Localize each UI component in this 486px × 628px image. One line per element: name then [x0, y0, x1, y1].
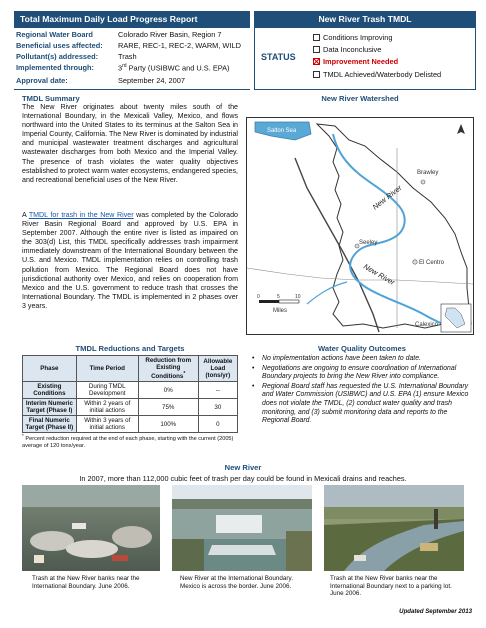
beneficial-uses-link[interactable]: Beneficial uses — [16, 41, 70, 50]
board-label: Regional Water Board — [16, 30, 93, 39]
implemented-label: Implemented through: — [16, 63, 95, 72]
brawley-marker — [421, 180, 425, 184]
photo-caption-1: Trash at the New River banks near the International Boundary. June 2006. — [32, 575, 140, 590]
para2-pre: A — [22, 211, 29, 219]
scale-bar-2 — [279, 300, 299, 303]
scale-5: 5 — [277, 294, 280, 300]
cell: -- — [198, 382, 237, 399]
col-reduction — [138, 356, 198, 382]
cell: 0 — [198, 416, 237, 433]
salton-sea-label: Salton Sea — [267, 128, 297, 134]
list-item: • No implementation actions have been taken to date. — [250, 355, 474, 364]
new-river-title: New River — [224, 463, 262, 472]
photo-trash-banks — [22, 485, 160, 571]
approval-label: Approval date: — [16, 76, 68, 85]
scale-bar-1 — [259, 300, 279, 303]
col-reduction-mark: * — [183, 371, 186, 377]
watershed-map-svg — [247, 118, 473, 334]
info-block — [14, 28, 250, 90]
calexico-label: Calexico — [415, 322, 439, 328]
new-river-subtitle: In 2007, more than 112,000 cubic feet of trash per day could be found in Mexicali drains and reaches. — [79, 474, 407, 483]
summary-paragraph-2 — [22, 211, 238, 311]
outcomes-list — [250, 355, 474, 427]
photo-trash-parking-image — [324, 485, 464, 571]
photo-trash-banks-image — [22, 485, 160, 571]
checked-box-icon — [313, 58, 320, 65]
cell: Interim Numeric Target (Phase I) — [23, 399, 77, 416]
implemented-sup: rd — [122, 63, 127, 69]
checkbox-icon — [313, 46, 320, 53]
report-title: Total Maximum Daily Load Progress Report — [14, 11, 250, 28]
el-centro-marker — [413, 260, 417, 264]
para2-post: was completed by the Colorado River Basin Regional Board and approved by U.S. EPA in September 2007. Although the entire river is listed as impaired on the 303(d) List, this TMDL specifically addresses trash impairment immediately downstream of the International Boundary between the U.S. and Mexico. TMDL implementation relies on controlling trash pollution from Mexico. The Regional Board does not have jurisdictional authority over Mexico, and relies on cooperation from Mexico and the U.S. government to reduce trash that crosses the International Boundary. The TMDL is implemented in 2 phases over 3 years. — [22, 211, 239, 310]
watershed-map — [246, 117, 474, 335]
table-row — [23, 399, 238, 416]
col-time-period: Time Period — [76, 356, 138, 382]
tmdl-title: New River Trash TMDL — [254, 11, 476, 28]
photo-trash-parking — [324, 485, 464, 571]
table-footnote — [22, 432, 238, 450]
table-row — [23, 416, 238, 433]
table-row — [23, 382, 238, 399]
footnote-mark: * — [22, 433, 24, 438]
status-label: STATUS — [261, 52, 296, 62]
checkbox-icon — [313, 34, 320, 41]
photo-caption-3: Trash at the New River banks near the International Boundary next to a parking lot. June 2006. — [330, 575, 452, 598]
brawley-label: Brawley — [417, 170, 439, 176]
scale-10: 10 — [295, 294, 301, 300]
new-river-label-1: New River — [370, 183, 404, 212]
pollutant-value: Trash — [118, 52, 137, 61]
reductions-table — [22, 355, 238, 433]
cell: Existing Conditions — [23, 382, 77, 399]
uses-value: RARE, REC-1, REC-2, WARM, WILD — [118, 41, 241, 50]
photo-river-boundary-image — [172, 485, 312, 571]
uses-label — [16, 41, 103, 50]
status-option-data-inconclusive[interactable] — [313, 45, 381, 54]
map-title: New River Watershed — [321, 94, 399, 103]
implemented-value — [118, 63, 230, 72]
miles-label: Miles — [273, 308, 288, 314]
cell: Final Numeric Target (Phase II) — [23, 416, 77, 433]
summary-title: TMDL Summary — [22, 94, 80, 103]
col-phase: Phase — [23, 356, 77, 382]
status-box — [254, 28, 476, 90]
col-reduction-label: Reduction from Existing Conditions — [145, 357, 192, 381]
status-option-improvement-needed[interactable] — [313, 57, 398, 66]
scale-0: 0 — [257, 294, 260, 300]
status-option-conditions-improving[interactable] — [313, 33, 392, 42]
status-option-tmdl-achieved[interactable] — [313, 70, 441, 79]
summary-paragraph-1: The New River originates about twenty miles south of the International Boundary, in the Mexicali Valley, Mexico, and flows northward into the United States to its terminus at the Salton Sea in Imperial County, California. The New River is dominated by industrial and municipal wastewater treatment discharges and agricultural wastewater discharges from both Mexico and the Imperial Valley. The presence of trash violates the water quality objectives established to protect warm water ecosystems, endangered species, and recreational beneficial uses of the New River. — [22, 103, 238, 184]
cell: Within 2 years of initial actions — [76, 399, 138, 416]
photo-caption-2: New River at the International Boundary. Mexico is across the border. June 2006. — [180, 575, 293, 590]
cell: 30 — [198, 399, 237, 416]
cell: 0% — [138, 382, 198, 399]
updated-date: Updated September 2013 — [399, 608, 472, 615]
uses-label-rest: affected: — [69, 41, 103, 50]
photo-river-boundary — [172, 485, 312, 571]
checkbox-icon — [313, 71, 320, 78]
outcomes-title: Water Quality Outcomes — [318, 344, 406, 353]
implemented-suffix: Party (USIBWC and U.S. EPA) — [126, 63, 230, 73]
board-value: Colorado River Basin, Region 7 — [118, 30, 222, 39]
pollutant-label: Pollutant(s) addressed: — [16, 52, 99, 61]
status-option-label: Improvement Needed — [323, 57, 399, 66]
implemented-prefix: 3 — [118, 63, 123, 73]
cell: 100% — [138, 416, 198, 433]
el-centro-label: El Centro — [419, 260, 445, 266]
col-allowable-load: Allowable Load (tons/yr) — [198, 356, 237, 382]
status-option-label: Conditions Improving — [323, 33, 393, 42]
status-option-label: Data Inconclusive — [323, 45, 382, 54]
status-option-label: TMDL Achieved/Waterbody Delisted — [323, 70, 442, 79]
seeley-label: Seeley — [359, 240, 378, 246]
reductions-title: TMDL Reductions and Targets — [75, 344, 185, 353]
tmdl-trash-link[interactable]: TMDL for trash in the New River — [28, 211, 134, 219]
cell: During TMDL Development — [76, 382, 138, 399]
list-item: • Negotiations are ongoing to ensure coordination of International Boundary projects to bring the New River into compliance. — [250, 365, 474, 382]
cell: Within 3 years of initial actions — [76, 416, 138, 433]
table-header-row — [23, 356, 238, 382]
new-river-label-2: New River — [362, 261, 397, 288]
cell: 75% — [138, 399, 198, 416]
list-item: • Regional Board staff has requested the U.S. International Boundary and Water Commission (USIBWC) and U.S. EPA (1) ensure Mexico does not violate the TMDL, (2) conduct water quality and trash monitoring, and (3) submit monitoring data and reports to the Regional Board. — [250, 383, 474, 426]
approval-value: September 24, 2007 — [118, 76, 185, 85]
footnote-text: Percent reduction required at the end of each phase, starting with the current (2005) average of 120 tons/year. — [22, 435, 234, 449]
